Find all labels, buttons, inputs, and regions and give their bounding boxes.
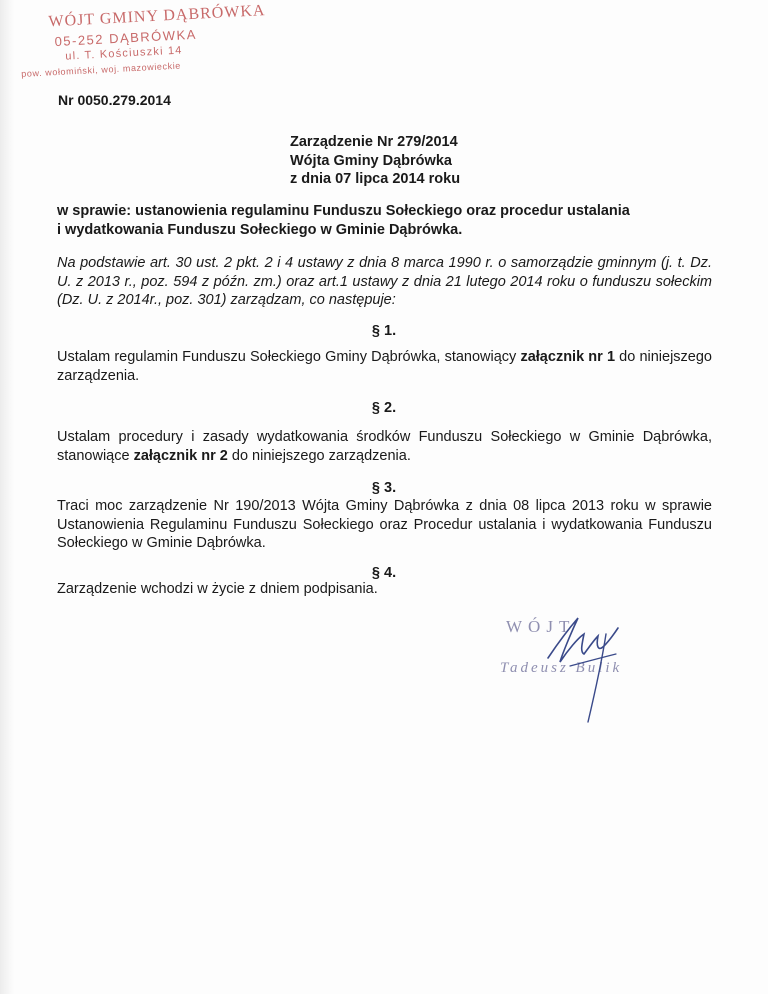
scan-edge [0,0,14,994]
title-block [290,133,460,189]
stamp-line-4: pow. wołomiński, woj. mazowieckie [20,60,182,79]
section-2-text-before: Ustalam procedury i zasady wydatkowania środków Funduszu Sołeckiego w Gminie Dąbrówka, stanowiące [57,429,712,464]
section-3-text: Traci moc zarządzenie Nr 190/2013 Wójta Gminy Dąbrówka z dnia 08 lipca 2013 roku w sprawie Ustanowienia Regulaminu Funduszu Sołeckiego oraz Procedur ustalania i wydatkowania Funduszu Sołeckiego w Gminie Dąbrówka. [57,498,712,551]
section-4-text: Zarządzenie wchodzi w życie z dniem podpisania. [57,581,378,597]
legal-basis: Na podstawie art. 30 ust. 2 pkt. 2 i 4 ustawy z dnia 8 marca 1990 r. o samorządzie gminnym (j. t. Dz. U. z 2013 r., poz. 594 z późn. zm.) oraz art.1 ustawy z dnia 21 lutego 2014 roku o funduszu sołeckim (Dz. U. z 2014r., poz. 301) zarządzam, co następuje: [57,255,712,308]
subject [57,202,712,239]
section-2-mark: § 2. [371,400,397,416]
section-1-attachment: załącznik nr 1 [520,349,616,365]
section-2-attachment: załącznik nr 2 [133,447,228,464]
section-1-text-before: Ustalam regulamin Funduszu Sołeckiego Gminy Dąbrówka, stanowiący [57,349,521,365]
document-number: Nr 0050.279.2014 [58,92,171,108]
section-4-mark: § 4. [371,565,397,581]
subject-line-1: w sprawie: ustanowienia regulaminu Funduszu Sołeckiego oraz procedur ustalania [57,203,630,219]
section-2-text-after: do niniejszego zarządzenia. [227,447,411,464]
signature-name: Tadeusz Bulik [500,660,623,676]
section-1-text [57,348,712,385]
section-2-text [57,428,712,465]
section-1-text-after: do niniejszego zarządzenia. [57,349,712,384]
title-line-2: Wójta Gminy Dąbrówka [290,152,452,169]
signature-title: WÓJT [506,617,576,636]
title-line-1: Zarządzenie Nr 279/2014 [290,134,458,150]
stamp-line-2: 05-252 DĄBRÓWKA [54,26,198,50]
stamp-line-3: ul. T. Kościuszki 14 [65,44,183,63]
stamp-line-1: WÓJT GMINY DĄBRÓWKA [48,2,266,31]
section-1-mark: § 1. [371,323,397,339]
section-3-mark: § 3. [371,480,397,496]
title-line-3: z dnia 07 lipca 2014 roku [290,171,461,187]
handwritten-signature-icon [540,600,630,730]
subject-line-2: i wydatkowania Funduszu Sołeckiego w Gminie Dąbrówka. [57,221,463,238]
office-stamp [18,2,266,84]
